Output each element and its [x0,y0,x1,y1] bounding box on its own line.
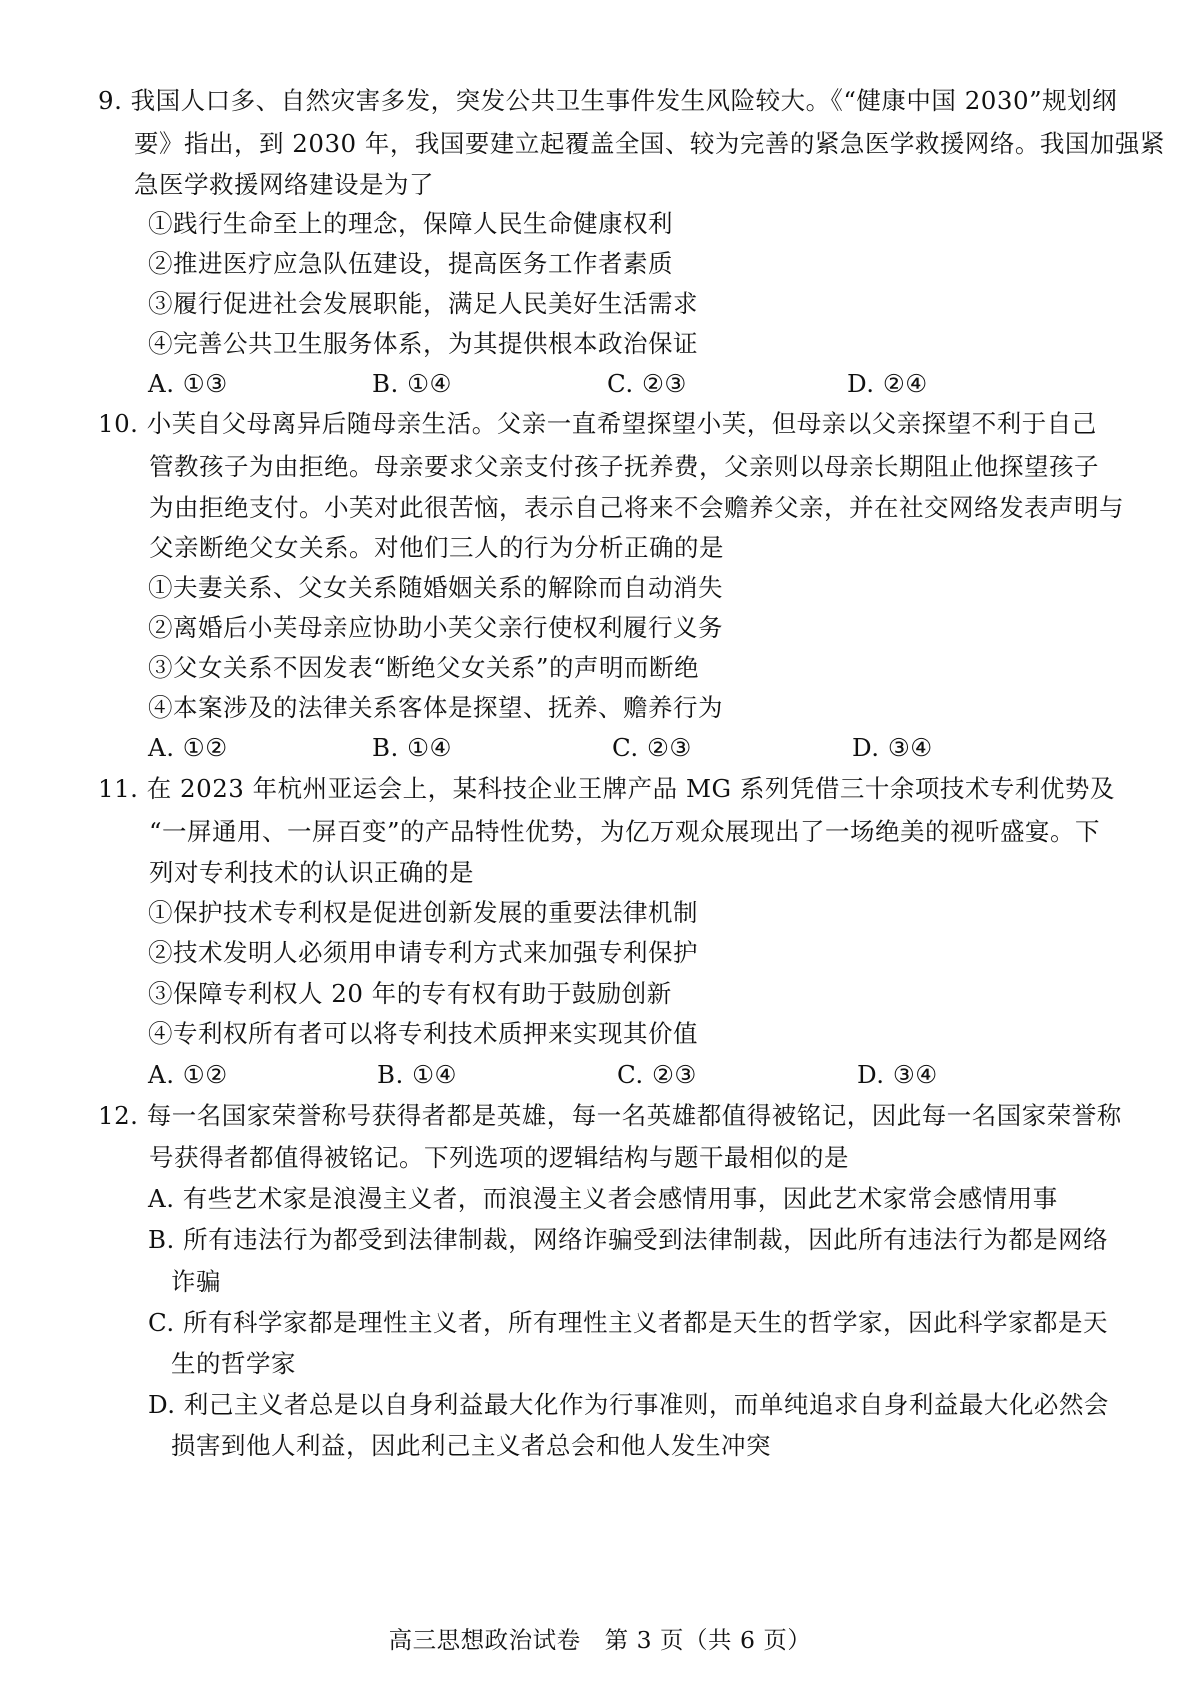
question-9-stem-line-2: 要》指出，到 2030 年，我国要建立起覆盖全国、较为完善的紧急医学救援网络。我国加强紧 [134,129,1165,158]
page-footer: 高三思想政治试卷 第 3 页（共 6 页） [388,1626,812,1654]
question-10-stem-line-4: 父亲断绝父女关系。对他们三人的行为分析正确的是 [149,533,724,562]
question-11-stem-line-1: 11. 在 2023 年杭州亚运会上，某科技企业王牌产品 MG 系列凭借三十余项技术专利优势及 [98,774,1115,803]
question-11-option-b: B. ①④ [377,1060,458,1089]
question-12-choice-b-line-1: B. 所有违法行为都受到法律制裁，网络诈骗受到法律制裁，因此所有违法行为都是网络 [148,1225,1109,1254]
question-11-statement-3: ③保障专利权人 20 年的专有权有助于鼓励创新 [148,979,672,1008]
question-10-option-c: C. ②③ [612,733,692,762]
question-11-stem-line-3: 列对专利技术的认识正确的是 [149,858,474,887]
question-9-option-a: A. ①③ [148,369,228,398]
question-9-option-c: C. ②③ [607,369,687,398]
question-9-statement-2: ②推进医疗应急队伍建设，提高医务工作者素质 [148,249,673,278]
question-10-statement-1: ①夫妻关系、父女关系随婚姻关系的解除而自动消失 [148,573,723,602]
question-9-option-b: B. ①④ [372,369,453,398]
question-10-option-d: D. ③④ [852,733,933,762]
question-12-choice-d-line-2: 损害到他人利益，因此利己主义者总会和他人发生冲突 [171,1431,771,1460]
question-11-statement-4: ④专利权所有者可以将专利技术质押来实现其价值 [148,1019,698,1048]
question-12-choice-d-line-1: D. 利己主义者总是以自身利益最大化作为行事准则，而单纯追求自身利益最大化必然会 [148,1390,1109,1419]
question-9-statement-4: ④完善公共卫生服务体系，为其提供根本政治保证 [148,329,698,358]
question-9-stem-line-3: 急医学救援网络建设是为了 [134,170,434,199]
question-9-statement-3: ③履行促进社会发展职能，满足人民美好生活需求 [148,289,698,318]
question-12-stem-line-2: 号获得者都值得被铭记。下列选项的逻辑结构与题干最相似的是 [149,1143,849,1172]
question-11-option-c: C. ②③ [617,1060,697,1089]
question-11-statement-2: ②技术发明人必须用申请专利方式来加强专利保护 [148,938,698,967]
question-10-stem-line-1: 10. 小芙自父母离异后随母亲生活。父亲一直希望探望小芙，但母亲以父亲探望不利于自己 [98,409,1097,438]
question-12-choice-a: A. 有些艺术家是浪漫主义者，而浪漫主义者会感情用事，因此艺术家常会感情用事 [148,1184,1058,1213]
question-10-stem-line-2: 管教孩子为由拒绝。母亲要求父亲支付孩子抚养费，父亲则以母亲长期阻止他探望孩子 [149,452,1099,481]
question-10-option-a: A. ①② [148,733,228,762]
question-12-stem-line-1: 12. 每一名国家荣誉称号获得者都是英雄，每一名英雄都值得被铭记，因此每一名国家荣誉称 [98,1101,1122,1130]
question-9-statement-1: ①践行生命至上的理念，保障人民生命健康权利 [148,209,673,238]
question-12-choice-c-line-1: C. 所有科学家都是理性主义者，所有理性主义者都是天生的哲学家，因此科学家都是天 [148,1308,1108,1337]
question-10-stem-line-3: 为由拒绝支付。小芙对此很苦恼，表示自己将来不会赡养父亲，并在社交网络发表声明与 [149,493,1124,522]
question-12-choice-c-line-2: 生的哲学家 [171,1349,296,1378]
question-10-statement-4: ④本案涉及的法律关系客体是探望、抚养、赡养行为 [148,693,723,722]
question-9-option-d: D. ②④ [847,369,928,398]
question-12-choice-b-line-2: 诈骗 [171,1267,221,1296]
question-10-statement-3: ③父女关系不因发表“断绝父女关系”的声明而断绝 [148,653,700,682]
question-9-stem-line-1: 9. 我国人口多、自然灾害多发，突发公共卫生事件发生风险较大。《“健康中国 2030”规划纲 [98,86,1118,115]
question-11-option-a: A. ①② [148,1060,228,1089]
question-11-statement-1: ①保护技术专利权是促进创新发展的重要法律机制 [148,898,698,927]
question-10-option-b: B. ①④ [372,733,453,762]
question-11-stem-line-2: “一屏通用、一屏百变”的产品特性优势，为亿万观众展现出了一场绝美的视听盛宴。下 [149,817,1101,846]
question-10-statement-2: ②离婚后小芙母亲应协助小芙父亲行使权利履行义务 [148,613,723,642]
question-11-option-d: D. ③④ [857,1060,938,1089]
